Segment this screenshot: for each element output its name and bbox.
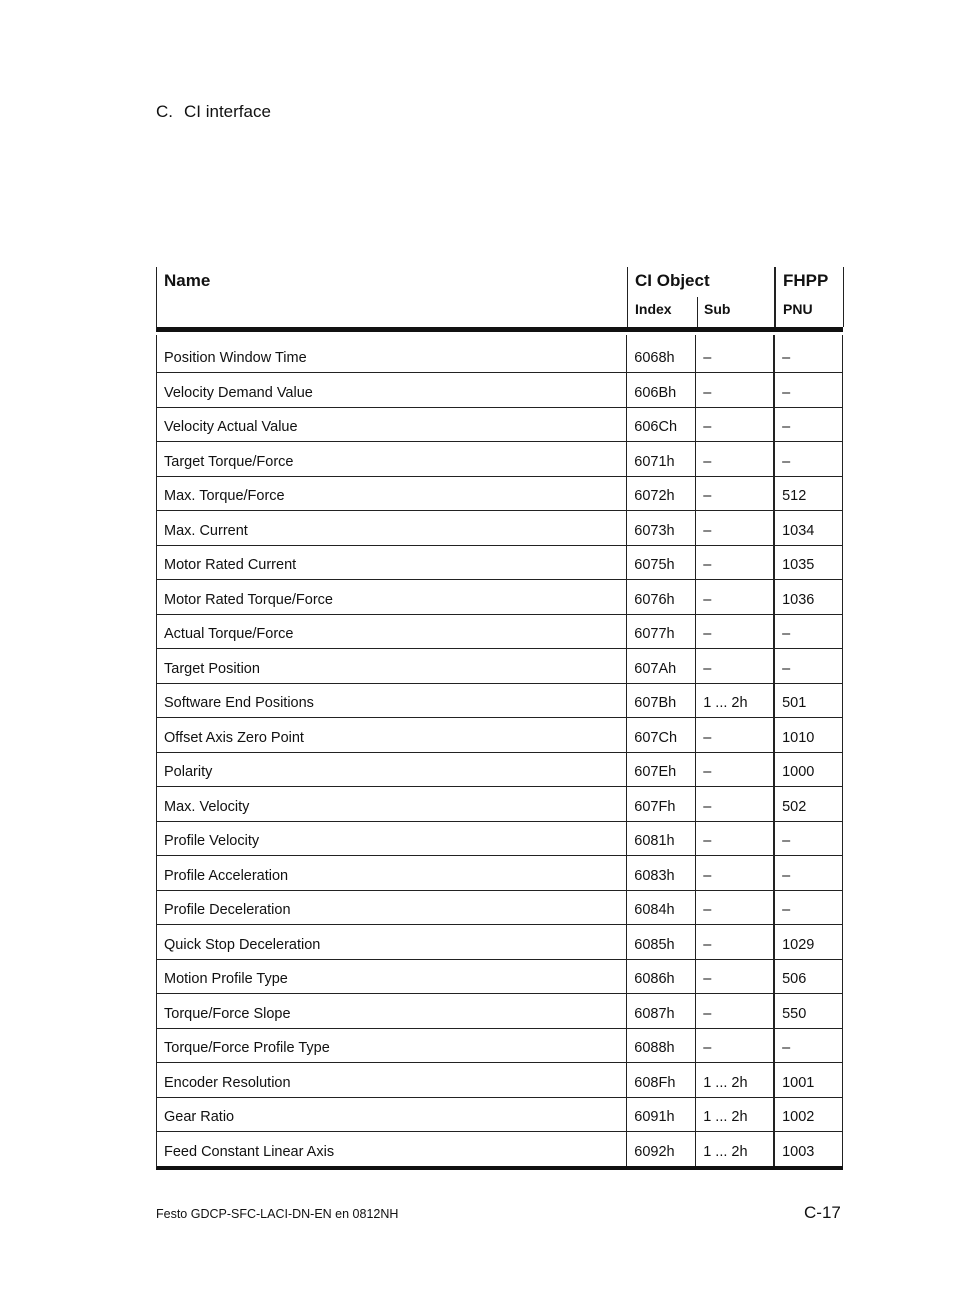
row-index: 606Ch: [627, 408, 696, 442]
row-sub: –: [696, 511, 774, 545]
table-row: [157, 1028, 843, 1063]
row-name: Quick Stop Deceleration: [157, 925, 627, 959]
chapter-title: CI interface: [184, 102, 271, 121]
row-index: 6081h: [627, 822, 696, 856]
row-pnu: 1010: [774, 718, 843, 752]
header-ci-object-cell: [628, 267, 775, 327]
row-name: Motion Profile Type: [157, 960, 627, 994]
footer-page-number: C-17: [804, 1203, 841, 1222]
row-pnu: 1035: [774, 546, 843, 580]
header-ci-object: CI Object: [635, 271, 710, 290]
row-pnu: 512: [774, 477, 843, 511]
table-row: [157, 752, 843, 787]
row-sub: 1 ... 2h: [696, 1132, 774, 1166]
row-sub: –: [696, 580, 774, 614]
row-sub: –: [696, 649, 774, 683]
row-index: 6091h: [627, 1098, 696, 1132]
row-name: Motor Rated Torque/Force: [157, 580, 627, 614]
table-row: [157, 648, 843, 683]
row-name: Gear Ratio: [157, 1098, 627, 1132]
header-sub-divider: [697, 297, 698, 327]
row-sub: –: [696, 891, 774, 925]
row-sub: –: [696, 787, 774, 821]
row-pnu: –: [774, 373, 843, 407]
row-sub: 1 ... 2h: [696, 1098, 774, 1132]
row-index: 6075h: [627, 546, 696, 580]
row-name: Target Torque/Force: [157, 442, 627, 476]
row-pnu: –: [774, 1029, 843, 1063]
footer-doc-ref: Festo GDCP-SFC-LACI-DN-EN en 0812NH: [156, 1207, 399, 1221]
row-sub: –: [696, 753, 774, 787]
row-name: Max. Current: [157, 511, 627, 545]
row-sub: –: [696, 1029, 774, 1063]
row-name: Polarity: [157, 753, 627, 787]
chapter-heading: [156, 102, 271, 122]
header-fhpp-cell: [775, 267, 844, 327]
row-pnu: –: [774, 856, 843, 890]
row-name: Position Window Time: [157, 335, 627, 372]
row-name: Target Position: [157, 649, 627, 683]
table-row: [157, 476, 843, 511]
row-pnu: 1034: [774, 511, 843, 545]
row-index: 6073h: [627, 511, 696, 545]
table-header: [156, 267, 843, 332]
row-sub: –: [696, 442, 774, 476]
row-name: Offset Axis Zero Point: [157, 718, 627, 752]
row-name: Feed Constant Linear Axis: [157, 1132, 627, 1166]
table-row: [157, 786, 843, 821]
row-index: 6083h: [627, 856, 696, 890]
row-pnu: 502: [774, 787, 843, 821]
table-row: [157, 545, 843, 580]
row-pnu: 506: [774, 960, 843, 994]
table-row: [157, 510, 843, 545]
row-name: Software End Positions: [157, 684, 627, 718]
row-index: 6086h: [627, 960, 696, 994]
table-row: [157, 372, 843, 407]
row-pnu: 1001: [774, 1063, 843, 1097]
row-pnu: 1029: [774, 925, 843, 959]
table-row: [157, 335, 843, 372]
row-name: Profile Acceleration: [157, 856, 627, 890]
row-sub: –: [696, 477, 774, 511]
row-index: 6076h: [627, 580, 696, 614]
table-row: [157, 579, 843, 614]
row-sub: –: [696, 546, 774, 580]
row-pnu: –: [774, 442, 843, 476]
row-sub: –: [696, 822, 774, 856]
row-name: Torque/Force Slope: [157, 994, 627, 1028]
row-name: Motor Rated Current: [157, 546, 627, 580]
header-sub: Sub: [704, 301, 731, 317]
row-index: 6071h: [627, 442, 696, 476]
row-pnu: 550: [774, 994, 843, 1028]
table-row: [157, 821, 843, 856]
row-index: 606Bh: [627, 373, 696, 407]
row-sub: –: [696, 994, 774, 1028]
row-sub: –: [696, 408, 774, 442]
row-index: 607Eh: [627, 753, 696, 787]
row-index: 6068h: [627, 335, 696, 372]
row-sub: –: [696, 335, 774, 372]
chapter-number: C.: [156, 102, 173, 121]
row-name: Profile Deceleration: [157, 891, 627, 925]
row-name: Velocity Demand Value: [157, 373, 627, 407]
row-pnu: 1003: [774, 1132, 843, 1166]
ci-object-table: [156, 267, 843, 1170]
table-row: [157, 993, 843, 1028]
row-pnu: –: [774, 335, 843, 372]
row-sub: –: [696, 856, 774, 890]
row-index: 6085h: [627, 925, 696, 959]
header-name-cell: [157, 267, 628, 327]
row-sub: –: [696, 615, 774, 649]
table-row: [157, 717, 843, 752]
row-pnu: –: [774, 408, 843, 442]
row-index: 6092h: [627, 1132, 696, 1166]
row-index: 607Ah: [627, 649, 696, 683]
row-name: Actual Torque/Force: [157, 615, 627, 649]
header-name: Name: [164, 271, 211, 290]
row-pnu: 1000: [774, 753, 843, 787]
row-index: 6077h: [627, 615, 696, 649]
table-row: [157, 407, 843, 442]
table-row: [157, 614, 843, 649]
table-row: [157, 890, 843, 925]
table-row: [157, 959, 843, 994]
table-row: [157, 1131, 843, 1166]
table-body: [156, 335, 843, 1170]
row-name: Max. Velocity: [157, 787, 627, 821]
header-fhpp: FHPP: [783, 271, 829, 290]
header-pnu: PNU: [783, 301, 813, 317]
row-sub: –: [696, 925, 774, 959]
row-pnu: 1002: [774, 1098, 843, 1132]
row-name: Torque/Force Profile Type: [157, 1029, 627, 1063]
row-pnu: –: [774, 822, 843, 856]
row-index: 607Fh: [627, 787, 696, 821]
row-pnu: 501: [774, 684, 843, 718]
row-index: 6087h: [627, 994, 696, 1028]
table-row: [157, 683, 843, 718]
row-sub: 1 ... 2h: [696, 1063, 774, 1097]
row-sub: –: [696, 373, 774, 407]
row-sub: –: [696, 718, 774, 752]
table-row: [157, 1062, 843, 1097]
row-sub: 1 ... 2h: [696, 684, 774, 718]
row-index: 607Ch: [627, 718, 696, 752]
row-sub: –: [696, 960, 774, 994]
row-name: Max. Torque/Force: [157, 477, 627, 511]
table-row: [157, 924, 843, 959]
row-index: 6088h: [627, 1029, 696, 1063]
row-index: 6084h: [627, 891, 696, 925]
row-index: 6072h: [627, 477, 696, 511]
row-name: Profile Velocity: [157, 822, 627, 856]
row-name: Encoder Resolution: [157, 1063, 627, 1097]
table-row: [157, 441, 843, 476]
table-row: [157, 855, 843, 890]
row-pnu: 1036: [774, 580, 843, 614]
row-index: 607Bh: [627, 684, 696, 718]
row-pnu: –: [774, 649, 843, 683]
row-name: Velocity Actual Value: [157, 408, 627, 442]
row-index: 608Fh: [627, 1063, 696, 1097]
row-pnu: –: [774, 615, 843, 649]
row-pnu: –: [774, 891, 843, 925]
table-row: [157, 1097, 843, 1132]
header-index: Index: [635, 301, 672, 317]
